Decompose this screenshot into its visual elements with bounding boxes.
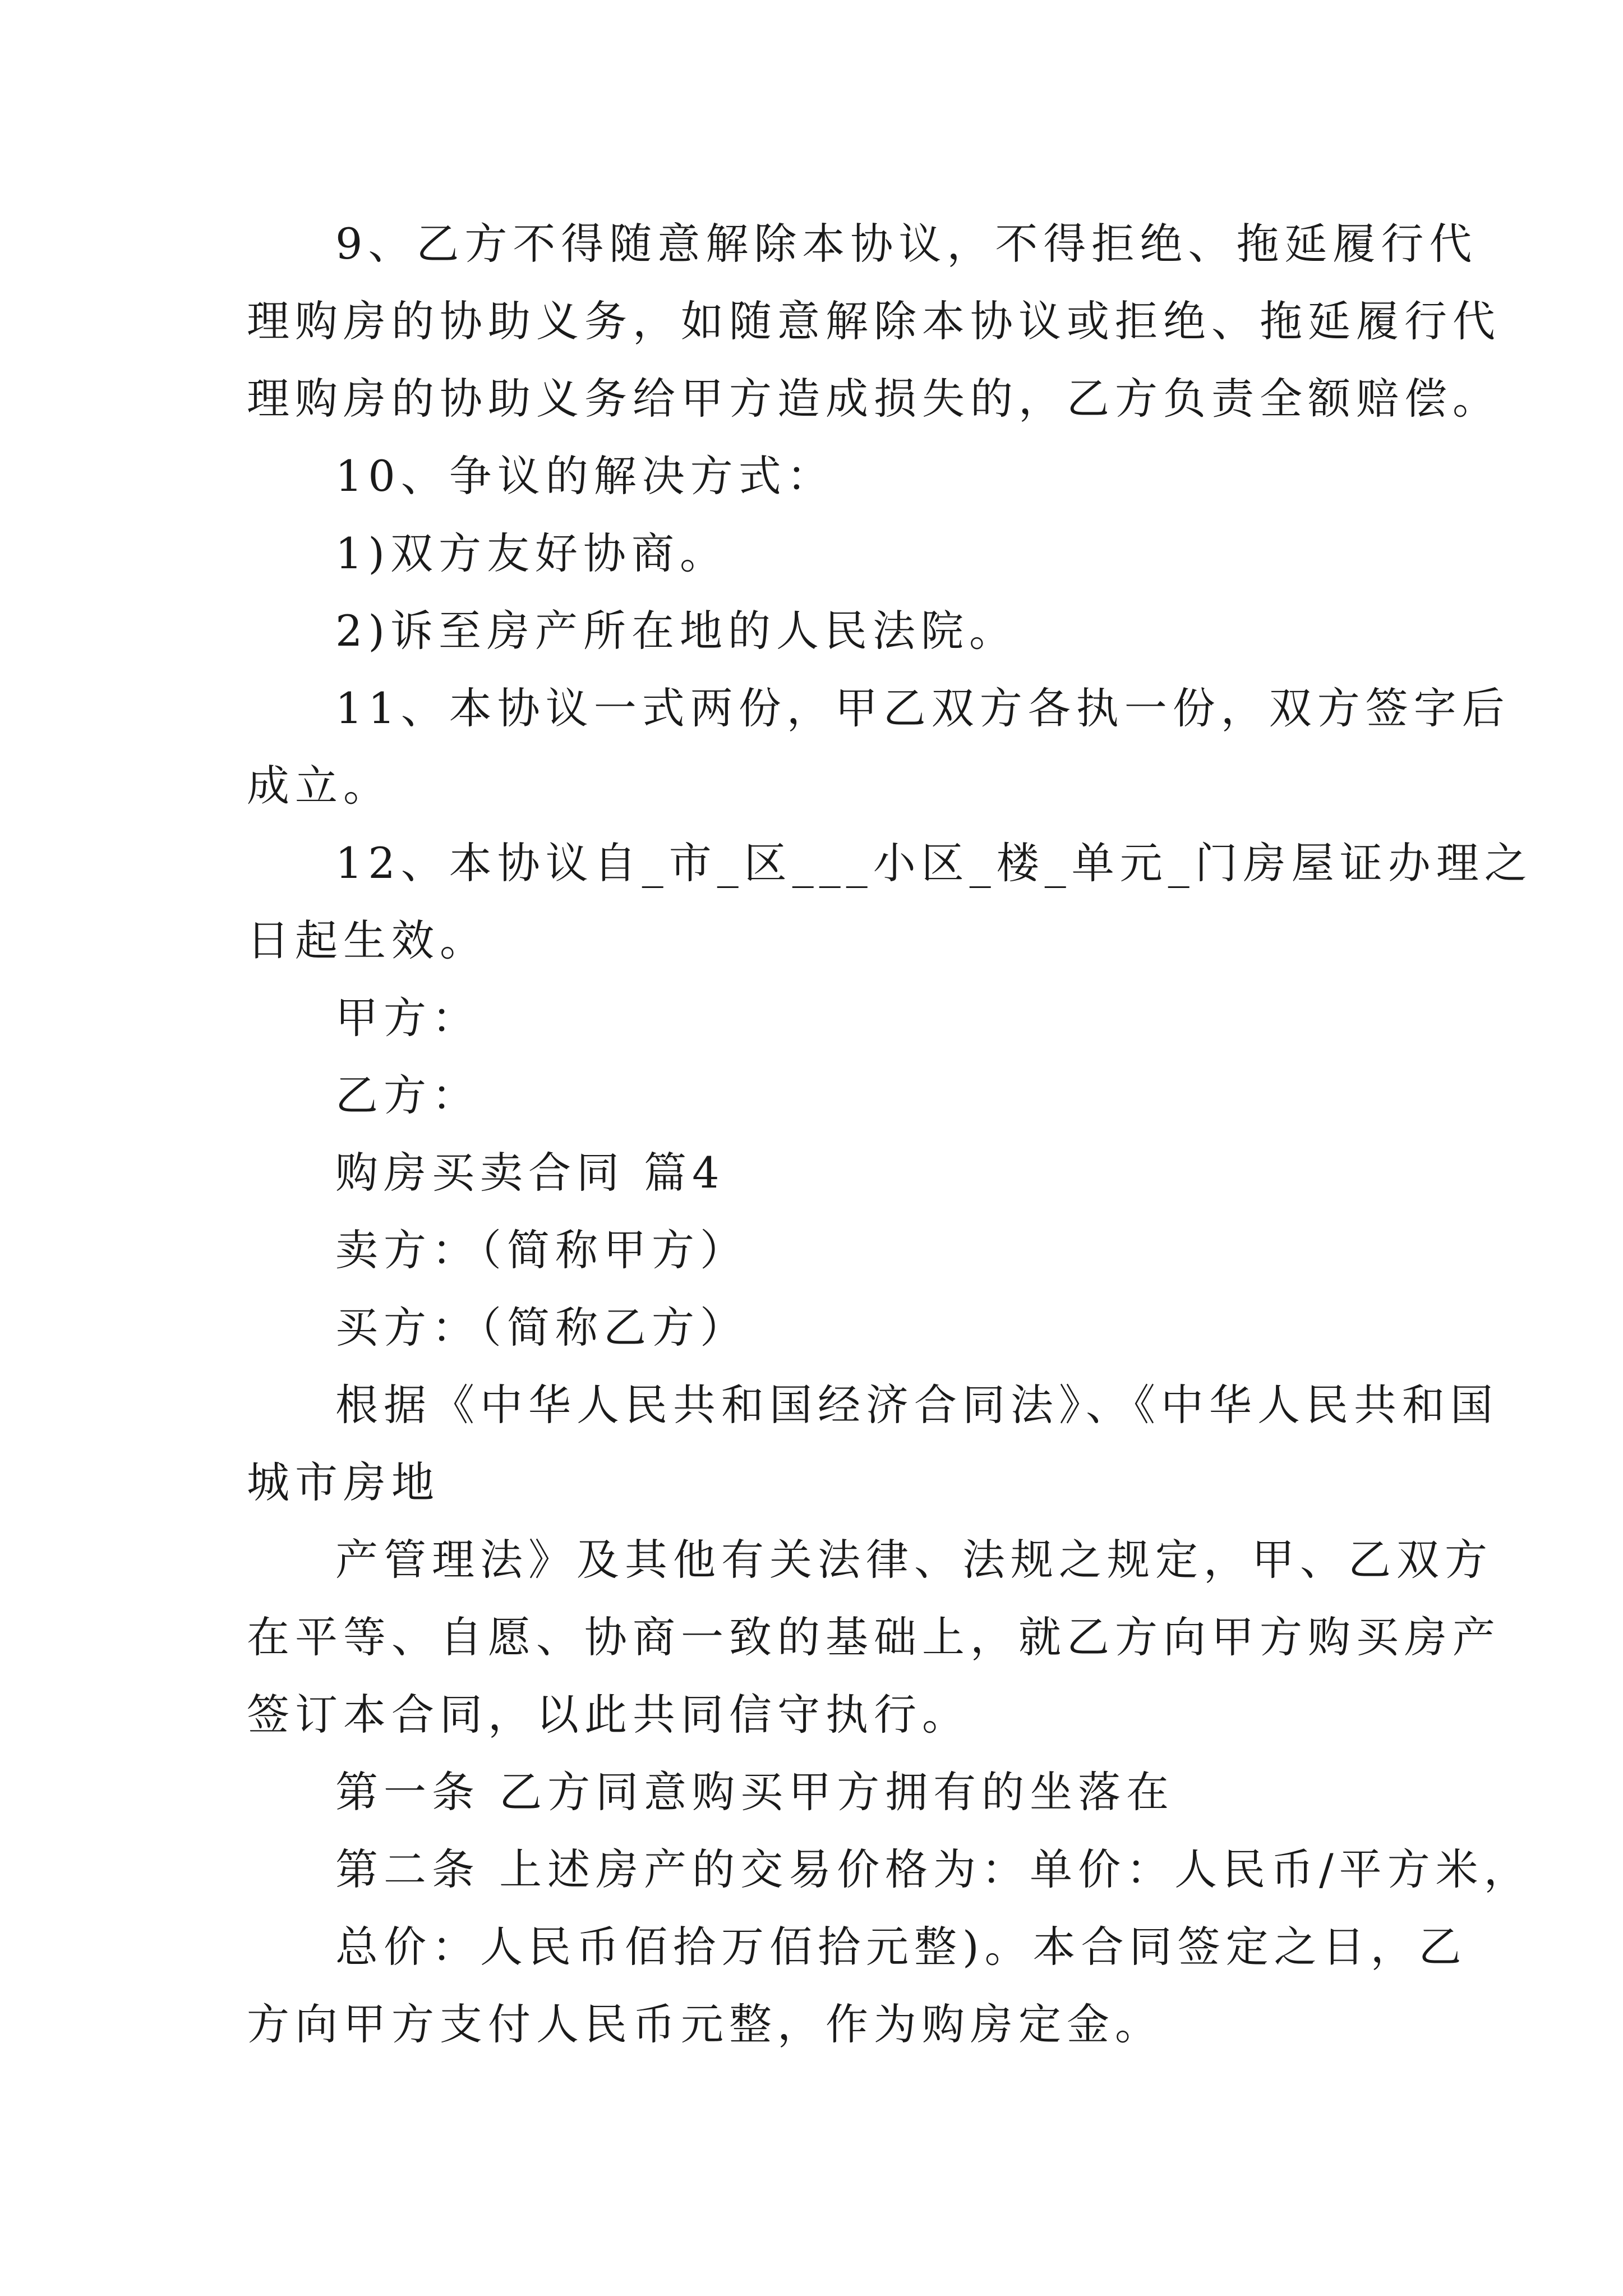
text-line: 城市房地 (247, 1457, 440, 1507)
text-line: 9、乙方不得随意解除本协议，不得拒绝、拖延履行代 (335, 219, 1478, 269)
text-line: 理购房的协助义务给甲方造成损失的，乙方负责全额赔偿。 (247, 374, 1501, 424)
buyer-line: 买方：（简称乙方） (335, 1303, 748, 1352)
text-line: 签订本合同，以此共同信守执行。 (247, 1690, 970, 1740)
document-body (247, 205, 1533, 2063)
seller-line: 卖方：（简称甲方） (335, 1225, 748, 1275)
article-two: 第二条 上述房产的交易价格为：单价：人民币/平方米， (335, 1844, 1532, 1894)
section-heading: 购房买卖合同 篇4 (335, 1148, 725, 1198)
text-line: 方向甲方支付人民币元整，作为购房定金。 (247, 1999, 1163, 2049)
text-line: 总价：人民币佰拾万佰拾元整)。本合同签定之日，乙 (335, 1922, 1467, 1972)
text-line: 12、本协议自_市_区___小区_楼_单元_门房屋证办理之 (335, 838, 1533, 888)
text-line: 11、本协议一式两份，甲乙双方各执一份，双方签字后 (335, 683, 1510, 733)
text-line: 成立。 (247, 761, 391, 811)
signature-party-b-label: 乙方： (335, 1070, 480, 1120)
text-line: 2)诉至房产所在地的人民法院。 (335, 606, 1018, 656)
text-line: 理购房的协助义务，如随意解除本协议或拒绝、拖延履行代 (247, 296, 1501, 346)
text-line: 在平等、自愿、协商一致的基础上，就乙方向甲方购买房产 (247, 1612, 1501, 1662)
text-line: 根据《中华人民共和国经济合同法》、《中华人民共和国 (335, 1380, 1498, 1430)
text-line: 1)双方友好协商。 (335, 528, 728, 578)
text-line: 10、争议的解决方式： (335, 451, 835, 501)
text-line: 产管理法》及其他有关法律、法规之规定，甲、乙双方 (335, 1535, 1493, 1585)
text-line: 日起生效。 (247, 915, 488, 965)
article-one: 第一条 乙方同意购买甲方拥有的坐落在 (335, 1767, 1175, 1817)
signature-party-a-label: 甲方： (335, 993, 480, 1043)
